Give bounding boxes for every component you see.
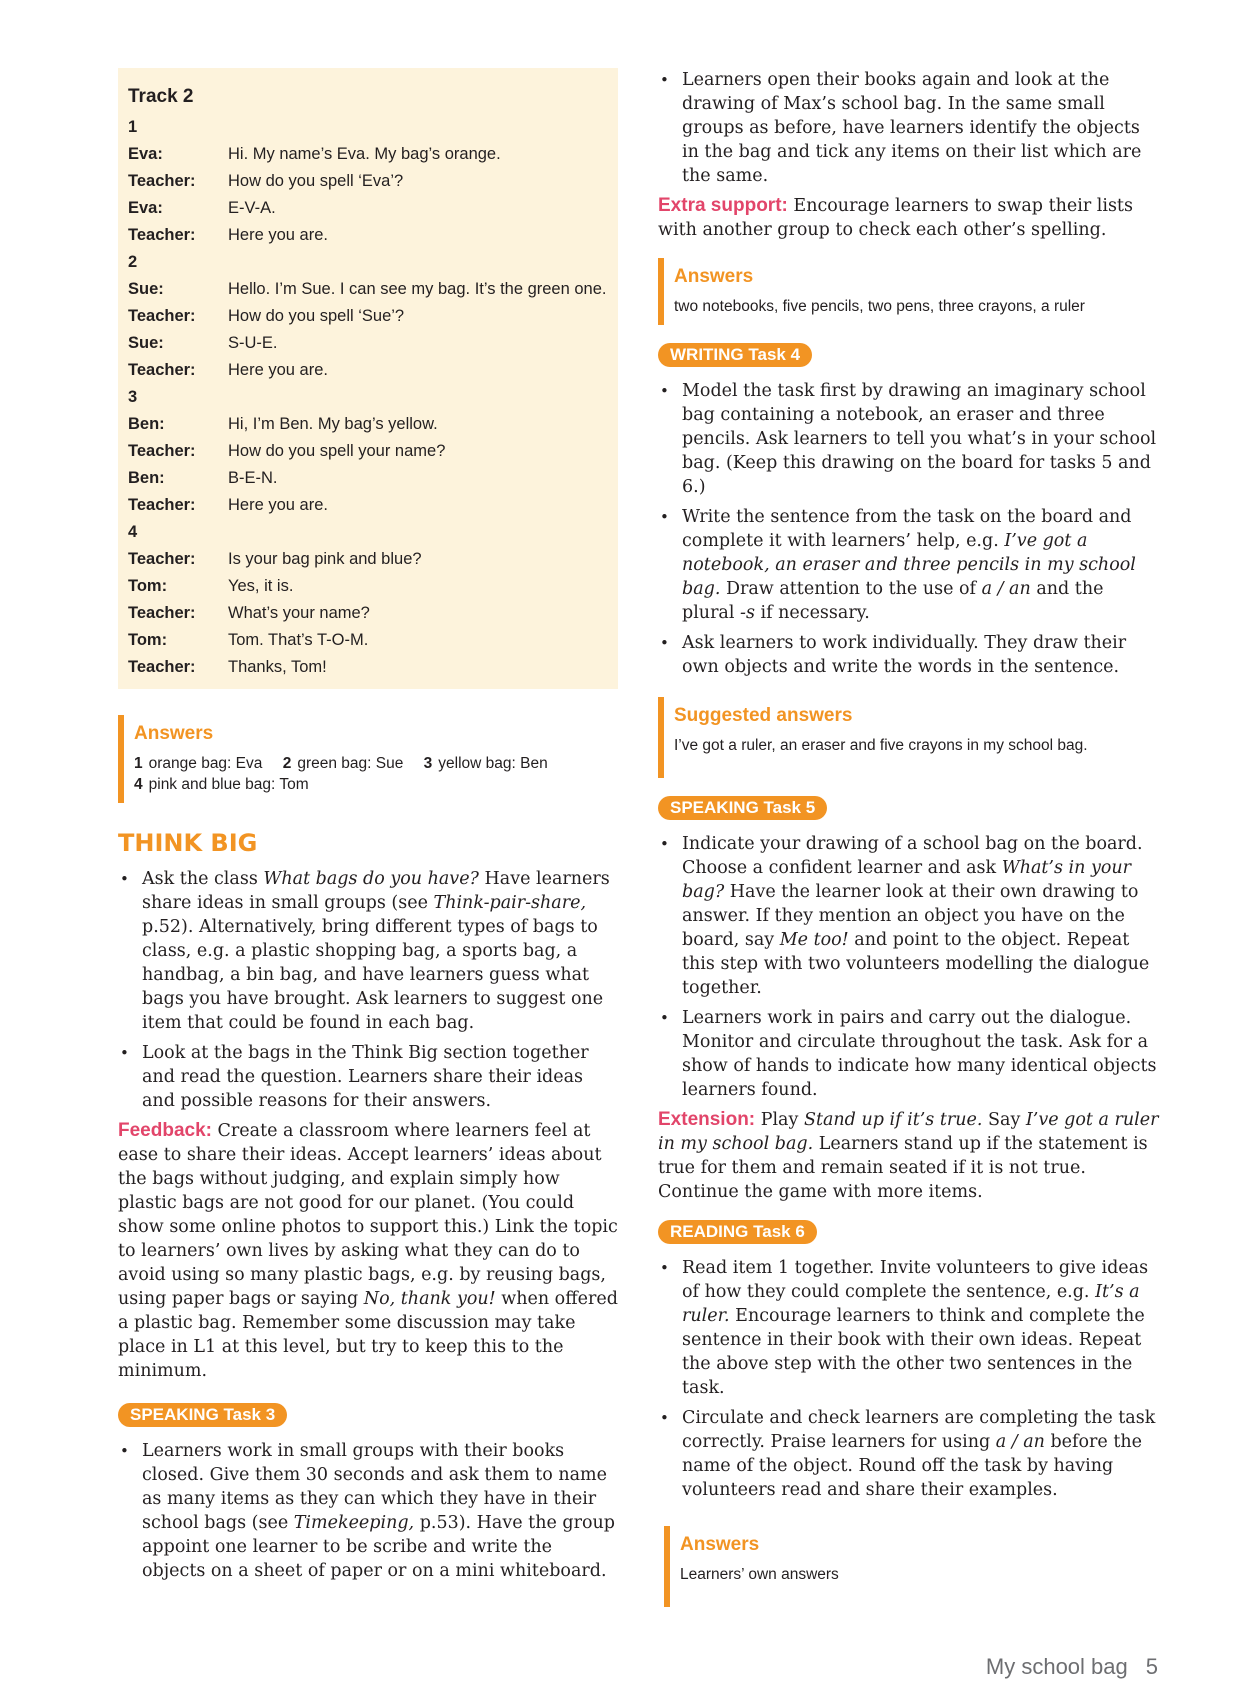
feedback-paragraph <box>118 1119 618 1383</box>
body-text: Look at the bags in the Think Big section together and read the question. Learners share their ideas and possible reasons for their answers. <box>142 1043 589 1111</box>
speaker-name: Teacher: <box>128 604 196 622</box>
italic-text: What’s in your bag? <box>682 858 1132 902</box>
body-text: when offered a plastic bag. Remember some discussion may take place in L1 at this level, but try to keep this to the minimum. <box>118 1289 618 1381</box>
speaker-name: Tom: <box>128 631 168 649</box>
list-item <box>118 867 618 1035</box>
audio-transcript-box <box>118 68 618 689</box>
italic-text: Timekeeping, <box>293 1513 415 1533</box>
body-text: and the plural <box>682 579 1104 623</box>
body-text: Read item 1 together. Invite volunteers to give ideas of how they could complete the sentence, e.g. <box>682 1258 1149 1302</box>
body-text: Draw attention to the use of <box>720 579 982 599</box>
body-text: before the name of the object. Round off the task by having volunteers read and share their examples. <box>682 1432 1142 1500</box>
list-item <box>118 1041 618 1113</box>
speaker-line: B-E-N. <box>228 469 278 487</box>
list-item <box>658 1406 1160 1502</box>
italic-text: Think-pair-share, <box>433 893 587 913</box>
speaker-name: Ben: <box>128 469 165 487</box>
transcript-row <box>128 546 608 573</box>
transcript-row <box>128 573 608 600</box>
answer-number: 1 <box>134 755 143 772</box>
transcript-row <box>128 411 608 438</box>
speaker-name: Tom: <box>128 577 168 595</box>
transcript-row <box>128 141 608 168</box>
transcript-row <box>128 600 608 627</box>
transcript-lines <box>128 114 608 681</box>
speaker-line: How do you spell ‘Sue’? <box>228 307 405 325</box>
italic-text: Stand up if it’s true. <box>803 1110 983 1130</box>
footer-title: My school bag <box>985 1654 1128 1679</box>
think-big-list <box>118 867 618 1113</box>
speaker-line: Hi, I’m Ben. My bag’s yellow. <box>228 415 438 433</box>
transcript-row <box>128 195 608 222</box>
answers-box <box>664 1526 1160 1607</box>
italic-text: Me too! <box>779 930 849 950</box>
speaker-name: Sue: <box>128 280 164 298</box>
list-item <box>658 832 1160 1000</box>
answers-title: Answers <box>134 723 214 744</box>
transcript-row <box>128 627 608 654</box>
body-text: p.53). Have the group appoint one learner to be scribe and write the objects on a sheet of paper or on a mini whiteboard. <box>142 1513 615 1581</box>
body-text: Encourage learners to think and complete the sentence in their book with their own ideas. Repeat the above step with the other two sentences in the task. <box>682 1306 1145 1398</box>
transcript-row <box>128 222 608 249</box>
task5-label: SPEAKING Task 5 <box>658 796 827 820</box>
body-text: Have the learner look at their own drawing to answer. If they mention an object you have on the board, say <box>682 882 1139 950</box>
page-footer <box>986 1654 1158 1680</box>
list-item <box>658 631 1160 679</box>
transcript-section-number: 4 <box>128 523 138 541</box>
answer-text: orange bag: Eva <box>148 755 263 772</box>
answers-body: Learners’ own answers <box>680 1566 839 1583</box>
answers-title: Answers <box>680 1534 760 1555</box>
list-item <box>658 1006 1160 1102</box>
right-column <box>658 68 1160 1607</box>
italic-text: a / an <box>995 1432 1045 1452</box>
suggested-answers-title: Suggested answers <box>674 705 853 726</box>
speaker-line: Here you are. <box>228 496 328 514</box>
italic-text: No, thank you! <box>363 1289 496 1309</box>
speaker-name: Teacher: <box>128 361 196 379</box>
speaker-line: Hello. I’m Sue. I can see my bag. It’s the green one. <box>228 280 607 298</box>
think-big-heading: THINK BIG <box>118 829 258 857</box>
italic-text: a / an <box>981 579 1031 599</box>
speaker-name: Teacher: <box>128 307 196 325</box>
body-text: Learners work in small groups with their books closed. Give them 30 seconds and ask them to name as many items as they can which they have in their school bags (see <box>142 1441 607 1533</box>
speaker-line: S-U-E. <box>228 334 278 352</box>
task6-list <box>658 1256 1160 1502</box>
list-item <box>658 68 1160 188</box>
italic-text: I’ve got a notebook, an eraser and three pencils in my school bag. <box>682 531 1136 599</box>
list-item <box>658 505 1160 625</box>
task6-label: READING Task 6 <box>658 1220 817 1244</box>
answer-text: yellow bag: Ben <box>438 755 548 772</box>
page-number: 5 <box>1145 1654 1158 1679</box>
transcript-section-number: 1 <box>128 118 138 136</box>
speaker-line: Hi. My name’s Eva. My bag’s orange. <box>228 145 501 163</box>
list-item <box>658 1256 1160 1400</box>
body-text: Circulate and check learners are completing the task correctly. Praise learners for using <box>682 1408 1156 1452</box>
task5-list <box>658 832 1160 1102</box>
speaker-line: Is your bag pink and blue? <box>228 550 422 568</box>
feedback-text <box>118 1121 618 1381</box>
speaker-line: Here you are. <box>228 226 328 244</box>
extension-label: Extension: <box>658 1109 756 1130</box>
speaker-name: Teacher: <box>128 442 196 460</box>
speaker-name: Eva: <box>128 199 163 217</box>
speaker-line: Tom. That’s T-O-M. <box>228 631 369 649</box>
task3-continued-list <box>658 68 1160 188</box>
speaker-name: Teacher: <box>128 172 196 190</box>
speaker-name: Teacher: <box>128 550 196 568</box>
suggested-answers-box <box>658 697 1160 778</box>
transcript-row <box>128 465 608 492</box>
answers-body <box>134 753 618 795</box>
body-text: if necessary. <box>754 603 870 623</box>
extension-paragraph <box>658 1108 1160 1204</box>
body-text: Ask the class <box>142 869 264 889</box>
speaker-name: Eva: <box>128 145 163 163</box>
transcript-row <box>128 654 608 681</box>
speaker-name: Sue: <box>128 334 164 352</box>
italic-text: I’ve got a ruler in my school bag. <box>658 1110 1159 1154</box>
answer-number: 3 <box>423 755 433 772</box>
speaker-line: Thanks, Tom! <box>228 658 327 676</box>
task4-list <box>658 379 1160 679</box>
body-text: Create a classroom where learners feel at ease to share their ideas. Accept learners’ ideas about the bags without judging, and explain simply how plastic bags are not good for our planet. (You could show some online photos to support this.) Link the topic to learners’ own lives by asking what they can do to avoid using so many plastic bags, e.g. by reusing bags, using paper bags or saying <box>118 1121 618 1309</box>
body-text: Model the task first by drawing an imaginary school bag containing a notebook, an eraser and three pencils. Ask learners to tell you what’s in your school bag. (Keep this drawing on the board for tasks 5 and 6.) <box>682 381 1157 497</box>
italic-text: -s <box>740 603 755 623</box>
body-text: Learners stand up if the statement is true for them and remain seated if it is not true. Continue the game with more items. <box>658 1134 1148 1202</box>
speaker-name: Teacher: <box>128 496 196 514</box>
body-text: Encourage learners to swap their lists with another group to check each other’s spelling. <box>658 196 1133 240</box>
body-text: Have learners share ideas in small groups (see <box>142 869 610 913</box>
speaker-name: Teacher: <box>128 226 196 244</box>
answers-box <box>118 715 618 803</box>
answer-text: pink and blue bag: Tom <box>148 776 309 793</box>
extra-support-paragraph <box>658 194 1160 242</box>
speaker-line: How do you spell ‘Eva’? <box>228 172 404 190</box>
body-text: Learners work in pairs and carry out the dialogue. Monitor and circulate throughout the task. Ask for a show of hands to indicate how many identical objects learners found. <box>682 1008 1157 1100</box>
transcript-row <box>128 357 608 384</box>
speaker-line: E-V-A. <box>228 199 276 217</box>
body-text: Write the sentence from the task on the board and complete it with learners’ help, e.g. <box>682 507 1132 551</box>
transcript-row <box>128 303 608 330</box>
speaker-name: Teacher: <box>128 658 196 676</box>
transcript-section-number: 2 <box>128 253 138 271</box>
answers-body: two notebooks, five pencils, two pens, three crayons, a ruler <box>674 298 1085 315</box>
body-text: Say <box>982 1110 1026 1130</box>
speaker-line: How do you spell your name? <box>228 442 446 460</box>
answers-title: Answers <box>674 266 754 287</box>
task3-list <box>118 1439 618 1583</box>
task3-label: SPEAKING Task 3 <box>118 1403 287 1427</box>
speaker-line: What’s your name? <box>228 604 370 622</box>
body-text: and point to the object. Repeat this step with two volunteers modelling the dialogue together. <box>682 930 1150 998</box>
feedback-label: Feedback: <box>118 1120 212 1141</box>
transcript-row <box>128 330 608 357</box>
speaker-name: Ben: <box>128 415 165 433</box>
answer-text: green bag: Sue <box>297 755 404 772</box>
answers-box <box>658 258 1160 325</box>
transcript-row <box>128 438 608 465</box>
answer-number: 4 <box>134 776 143 793</box>
transcript-row <box>128 276 608 303</box>
speaker-line: Here you are. <box>228 361 328 379</box>
body-text: p.52). Alternatively, bring different types of bags to class, e.g. a plastic shopping bag, a sports bag, a handbag, a bin bag, and have learners guess what bags you have brought. Ask learners to suggest one item that could be found in each bag. <box>142 917 604 1033</box>
body-text: Ask learners to work individually. They draw their own objects and write the words in the sentence. <box>682 633 1127 677</box>
task4-label: WRITING Task 4 <box>658 343 812 367</box>
list-item <box>118 1439 618 1583</box>
italic-text: What bags do you have? <box>263 869 479 889</box>
speaker-line: Yes, it is. <box>228 577 294 595</box>
body-text: Learners open their books again and look at the drawing of Max’s school bag. In the same small groups as before, have learners identify the objects in the bag and tick any items on their list which are the same. <box>682 70 1142 186</box>
left-column <box>118 68 618 1589</box>
body-text: Indicate your drawing of a school bag on the board. Choose a confident learner and ask <box>682 834 1143 878</box>
extra-support-label: Extra support: <box>658 195 788 216</box>
track-title: Track 2 <box>128 86 194 107</box>
suggested-answers-body: I’ve got a ruler, an eraser and five crayons in my school bag. <box>674 737 1088 754</box>
transcript-row <box>128 168 608 195</box>
transcript-row <box>128 492 608 519</box>
answer-number: 2 <box>282 755 292 772</box>
body-text: Play <box>755 1110 804 1130</box>
transcript-section-number: 3 <box>128 388 138 406</box>
list-item <box>658 379 1160 499</box>
italic-text: It’s a ruler. <box>682 1282 1140 1326</box>
